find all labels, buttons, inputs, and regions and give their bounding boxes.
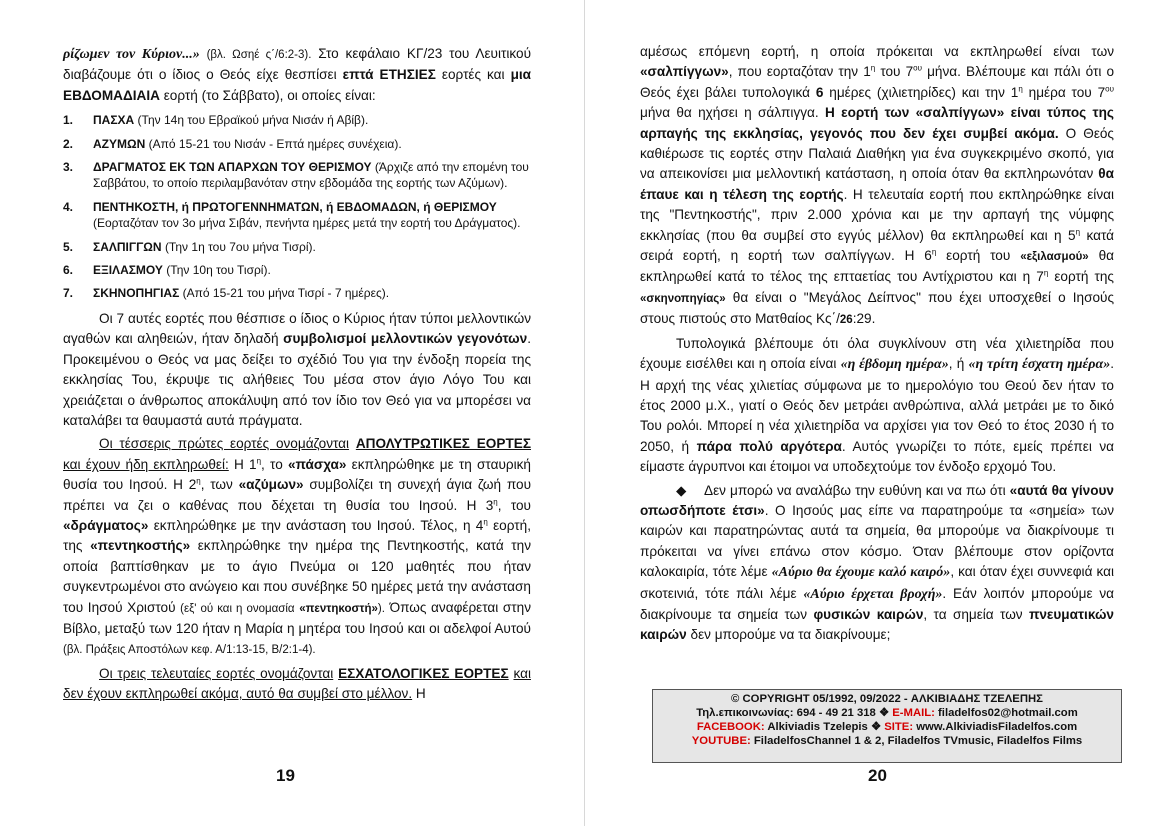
feast-description: (Την 1η του 7ου μήνα Τισρί).	[164, 239, 316, 254]
feast-description: (Άρχιζε από την επομένη του Σαββάτου, το οποίο περιλαμβανόταν στην εβδομάδα της εορτής των Αζύμων).	[93, 160, 529, 191]
feast-name: ΔΡΑΓΜΑΤΟΣ ΕΚ ΤΩΝ ΑΠΑΡΧΩΝ ΤΟΥ ΘΕΡΙΣΜΟΥ	[93, 160, 372, 175]
feast-name: ΑΖΥΜΩΝ	[93, 136, 146, 151]
feast-name: ΣΚΗΝΟΠΗΓΙΑΣ	[93, 286, 180, 301]
feast-description: (Από 15-21 του Νισάν - Επτά ημέρες συνέχεια).	[148, 136, 402, 151]
paragraph-millennium: Τυπολογικά βλέπουμε ότι όλα συγκλίνουν στη νέα χιλιετηρίδα που έχουμε εισέλθει και η οποία είναι «η έβδομη ημέρα», ή «η τρίτη έσχατη ημέρα». Η αρχή της νέας χιλιετίας σύμφωνα με το ημερολόγιο του Θεού δεν ήταν το έτος 2000 μ.Χ., γιατί ο Θεός δεν μετράει ανθρώπινα, αλλά μετράει με το δικό Του ρολόι. Μπορεί η νέα χιλιετηρίδα να αρχίσει για τον Θεό το έτος 2030 ή το 2050, ή πάρα πολύ αργότερα. Αυτός γνωρίζει το πότε, εμείς πρέπει να είμαστε άγρυπνοι και έτοιμοι να υποδεχτούμε τον ένδοξο ερχομό Του.	[640, 335, 1115, 475]
feast-text	[93, 199, 531, 232]
page-number-right: 20	[868, 766, 887, 785]
facebook-link[interactable]: Alkiviadis Tzelepis ❖	[767, 721, 882, 733]
paragraph-trumpets: αμέσως επόμενη εορτή, η οποία πρόκειται να εκπληρωθεί είναι των «σαλπίγγων», που εορταζόταν την $1^\eta$ του $7^{o\upsilon}$ μήνα. Βλέπουμε και πάλι ότι ο Θεός έχει βάλει τυπολογικά 6 ημέρες (χιλιετηρίδες) και την $1^\eta$ ημέρα του $7^{o\upsilon}$ μήνα θα ηχήσει η σάλπιγγα. Η εορτή των «σαλπίγγων» είναι τύπος της αρπαγής της εκκλησίας, γεγονός που δεν έχει συμβεί ακόμα. Ο Θεός καθιέρωσε τις εορτές στην Παλαιά Διαθήκη για ένα συγκεκριμένο σκοπό, για να απεικονίσει μια μελλοντική κατάσταση, η οποία όταν θα εκπληρωνόταν θα έπαυε και η τέλεση της εορτής. Η τελευταία εορτή που εκπληρώθηκε είναι της "Πεντηκοστής", πριν 2.000 χρόνια και με την αρπαγή της νύμφης εκκλησίας (που θα συμβεί στο εγγύς μέλλον) θα εκπληρωθεί και η $5^\eta$ κατά σειρά εορτή, η εορτή των σαλπίγγων. Η $6^\eta$ εορτή του «εξιλασμού» θα εκπληρωθεί κατά το τέλος της επταετίας του Αντίχριστου και η $7^\eta$ εορτή της «σκηνοπηγίας» θα είναι ο "Μεγάλος Δείπνος" που έχει υποσχεθεί ο Ιησούς στους πιστούς στο Ματθαίος Κς΄/26:29.	[640, 44, 1115, 327]
page-number-left: 19	[276, 766, 295, 785]
feast-item	[63, 285, 531, 301]
feast-number: 7.	[63, 286, 74, 301]
contact-line: Τηλ.επικοινωνίας: 694 - 49 21 318 ❖ E-MAIL: filadelfos02@hotmail.com	[696, 707, 1078, 719]
feast-text	[93, 285, 531, 301]
diamond-bullet-icon: ◆	[676, 482, 687, 498]
feast-number: 2.	[63, 136, 74, 151]
email-link[interactable]: filadelfos02@hotmail.com	[938, 707, 1078, 719]
youtube-link[interactable]: FiladelfosChannel 1 & 2, Filadelfos TVmusic, Filadelfos Films	[753, 735, 1083, 747]
feast-name: ΣΑΛΠΙΓΓΩΝ	[93, 239, 162, 254]
feast-name: ΠΑΣΧΑ	[93, 113, 135, 128]
feast-number: 6.	[63, 263, 74, 278]
feast-text	[93, 239, 531, 255]
hosea-quote: ρίζωμεν τον Κύριον...»	[63, 47, 200, 62]
feast-item	[63, 262, 531, 278]
feast-item	[63, 136, 531, 152]
feast-text	[93, 262, 531, 278]
feast-description: (Την 10η του Τισρί).	[166, 263, 271, 278]
paragraph-signs-of-times: ◆ Δεν μπορώ να αναλάβω την ευθύνη και να πω ότι «αυτά θα γίνουν οπωσδήποτε έτσι». Ο Ιησούς μας είπε να παρατηρούμε τα «σημεία» των καιρών και παρατηρώντας αυτά τα σημεία, θα μπορούμε να διακρίνουμε τι πρόκειται να γίνει επάνω στον κόσμο. Όταν βλέπουμε στον ορίζοντα καλοκαιρία, τότε λέμε «Αύριο θα έχουμε καλό καιρό», και όταν έχει συννεφιά και σκοτεινιά, τότε πάλι λέμε «Αύριο έρχεται βροχή». Εάν λοιπόν μπορούμε να διακρίνουμε τα σημεία των φυσικών καιρών, τα σημεία των πνευματικών καιρών δεν μπορούμε να τα διακρίνουμε;	[640, 482, 1114, 643]
feast-list	[63, 112, 531, 302]
feast-text	[93, 159, 531, 192]
paragraph-eschatological-feasts: Οι τρεις τελευταίες εορτές ονομάζονται ΕΣΧΑΤΟΛΟΓΙΚΕΣ ΕΟΡΤΕΣ και δεν έχουν εκπληρωθεί ακόμα, αυτό θα συμβεί στο μέλλον. Η	[63, 665, 531, 702]
feast-name: ΕΞΙΛΑΣΜΟΥ	[93, 263, 163, 278]
feast-number: 3.	[63, 160, 74, 175]
feast-number: 5.	[63, 239, 74, 254]
feast-number: 1.	[63, 113, 74, 128]
feast-text	[93, 112, 531, 128]
feast-item	[63, 112, 531, 128]
feast-item	[63, 159, 531, 192]
feast-name: ΠΕΝΤΗΚΟΣΤΗ, ή ΠΡΩΤΟΓΕΝΝΗΜΑΤΩΝ, ή ΕΒΔΟΜΑΔΩΝ, ή ΘΕΡΙΣΜΟΥ	[93, 199, 497, 214]
site-link[interactable]: www.AlkiviadisFiladelfos.com	[916, 721, 1078, 733]
left-page-text	[63, 44, 531, 705]
feast-description: (Από 15-21 του μήνα Τισρί - 7 ημέρες).	[182, 286, 390, 301]
intro-paragraph: ρίζωμεν τον Κύριον...» (βλ. Ωσηέ ς΄/6:2-3). Στο κεφάλαιο ΚΓ/23 του Λευιτικού διαβάζουμε ότι ο ίδιος ο Θεός είχε θεσπίσει επτά ΕΤΗΣΙΕΣ εορτές και μια ΕΒΔΟΜΑΔΙΑΙΑ εορτή (το Σάββατο), οι οποίες είναι:	[63, 46, 532, 103]
right-page-text	[640, 42, 1114, 646]
youtube-line: YOUTUBE: FiladelfosChannel 1 & 2, Filadelfos TVmusic, Filadelfos Films	[691, 735, 1083, 747]
paragraph-redemptive-feasts: Οι τέσσερις πρώτες εορτές ονομάζονται ΑΠΟΛΥΤΡΩΤΙΚΕΣ ΕΟΡΤΕΣ και έχουν ήδη εκπληρωθεί: Η $1^\eta$, το «πάσχα» εκπληρώθηκε με τη σταυρική θυσία του Ιησού. Η $2^\eta$, των «αζύμων» συμβολίζει τη συνεχή άγια ζωή που πρέπει να ζει ο καθένας που δέχεται τη θυσία του Ιησού. Η $3^\eta$, του «δράγματος» εκπληρώθηκε με την ανάσταση του Ιησού. Τέλος, η $4^\eta$ εορτή, της «πεντηκοστής» εκπληρώθηκε την ημέρα της Πεντηκοστής, κατά την οποία βαπτίσθηκαν με το άγιο Πνεύμα οι 120 μαθητές που ήταν συγκεντρωμένοι στο ανώγειο και που συνέβηκε 50 ημέρες μετά την ανάσταση του Ιησού Χριστού (εξ' ού και η ονομασία «πεντηκοστή»). Όπως αναφέρεται στην Βίβλο, μεταξύ των 120 ήταν η Μαρία η μητέρα του Ιησού και οι αδελφοί Αυτού (βλ. Πράξεις Αποστόλων κεφ. Α/1:13-15, Β/2:1-4).	[63, 436, 532, 657]
feast-item	[63, 239, 531, 255]
feast-description: (Την 14η του Εβραϊκού μήνα Νισάν ή Αβίβ).	[137, 113, 369, 128]
copyright-box	[652, 689, 1122, 763]
feast-text	[93, 136, 531, 152]
feast-item	[63, 199, 531, 232]
social-line: FACEBOOK: Alkiviadis Tzelepis ❖ SITE: www.AlkiviadisFiladelfos.com	[696, 721, 1078, 733]
feast-description: (Εορταζόταν τον 3ο μήνα Σιβάν, πενήντα ημέρες μετά την εορτή του Δράγματος).	[93, 216, 521, 231]
paragraph-types: Οι 7 αυτές εορτές που θέσπισε ο ίδιος ο Κύριος ήταν τύποι μελλοντικών αγαθών και αληθειών, ήταν δηλαδή συμβολισμοί μελλοντικών γεγονότων. Προκειμένου ο Θεός να μας δείξει το σχέδιό Του για την ένδοξη πορεία της εκκλησίας Του, έκρυψε τις αλήθειες Του μέσα στον άγιο Λόγο Του και χρειάζεται ο άνθρωπος αποκάλυψη από τον ίδιο τον Θεό για να μπορέσει να καταλάβει τα θαυμαστά αυτά πράγματα.	[63, 310, 531, 428]
copyright-line: © COPYRIGHT 05/1992, 09/2022 - ΑΛΚΙΒΙΑΔΗΣ ΤΖΕΛΕΠΗΣ	[731, 693, 1043, 705]
feast-number: 4.	[63, 199, 74, 214]
